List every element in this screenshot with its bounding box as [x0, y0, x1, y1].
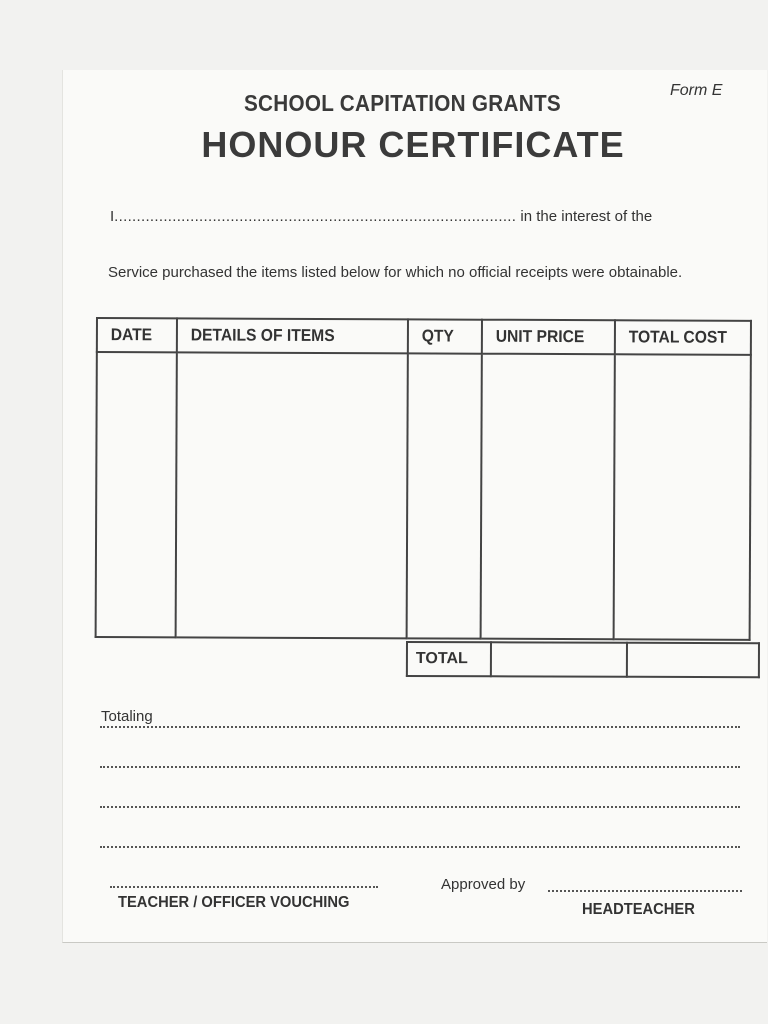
declaration-line: [110, 208, 710, 225]
approved-by-label: Approved by: [441, 876, 526, 893]
header-unit-price: UNIT PRICE: [482, 320, 605, 355]
items-table: [95, 317, 752, 641]
details-cell[interactable]: [175, 352, 407, 638]
table-row: [96, 352, 751, 640]
total-row: [406, 641, 760, 678]
totaling-line-1[interactable]: [100, 712, 740, 728]
declaration-start: I: [110, 208, 115, 225]
total-cost-cell[interactable]: [614, 354, 751, 640]
totaling-line-3[interactable]: [100, 792, 740, 808]
form-title-line-1: SCHOOL CAPITATION GRANTS: [243, 90, 561, 116]
teacher-signature-label: TEACHER / OFFICER VOUCHING: [118, 894, 350, 911]
header-details: DETAILS OF ITEMS: [177, 318, 390, 353]
totaling-line-2[interactable]: [100, 752, 740, 768]
qty-cell[interactable]: [407, 353, 482, 638]
teacher-signature-line[interactable]: [110, 876, 378, 888]
headteacher-label: HEADTEACHER: [582, 901, 695, 918]
header-qty: QTY: [408, 319, 476, 353]
totaling-label: Totaling: [101, 708, 157, 725]
headteacher-signature-line[interactable]: [548, 880, 742, 892]
totaling-line-4[interactable]: [100, 832, 740, 848]
total-cost-sum-cell[interactable]: [627, 643, 759, 677]
header-date: DATE: [97, 318, 171, 352]
table-header-row: [97, 318, 751, 355]
total-unit-price-cell[interactable]: [491, 642, 627, 676]
total-label: TOTAL: [407, 642, 491, 676]
form-title-line-2: HONOUR CERTIFICATE: [201, 124, 625, 165]
declaration-paragraph: Service purchased the items listed below for which no official receipts were obtainable.: [108, 264, 683, 281]
date-cell[interactable]: [96, 352, 177, 637]
form-code: Form E: [670, 82, 723, 99]
unit-price-cell[interactable]: [480, 354, 615, 640]
declaration-end: in the interest of the: [516, 208, 653, 225]
name-blank[interactable]: ..........................................................................................: [114, 208, 517, 225]
header-total-cost: TOTAL COST: [615, 320, 740, 355]
